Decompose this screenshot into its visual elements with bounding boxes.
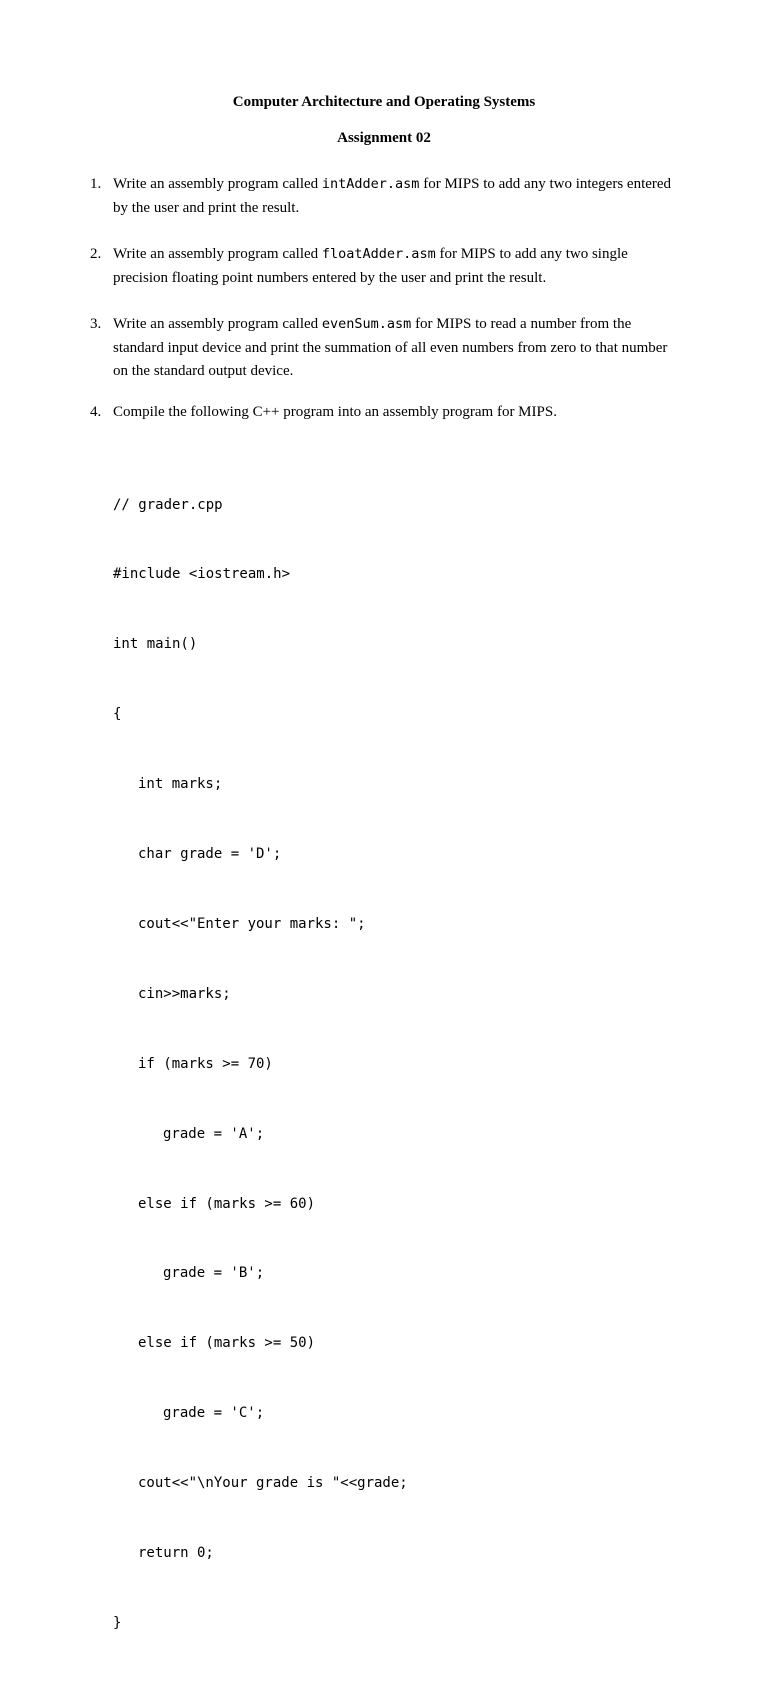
code-line: int main() [113,636,198,653]
assignment-title: Assignment 02 [337,130,431,146]
question-number: 4. [90,404,102,420]
code-line: grade = 'C'; [163,1405,265,1422]
question-text [113,243,690,290]
filename: evenSum.asm [321,316,412,332]
code-block [113,447,673,1682]
question-text [113,173,690,220]
code-line: return 0; [138,1544,214,1561]
question-text-prefix: Write an assembly program called [113,316,322,332]
code-line: int marks; [138,776,223,793]
code-line: grade = 'A'; [163,1125,265,1142]
question-text [113,313,690,384]
code-line: char grade = 'D'; [138,846,282,863]
code-line: else if (marks >= 50) [138,1335,316,1352]
question-text: Compile the following C++ program into an assembly program for MIPS. [113,404,557,420]
question-number: 2. [90,246,102,262]
question-2 [90,243,690,290]
question-text-suffix: for MIPS to add any two single [435,246,628,262]
code-line: if (marks >= 70) [138,1055,273,1072]
code-line: // grader.cpp [113,496,223,513]
question-number: 1. [90,176,102,192]
question-text-prefix: Write an assembly program called [113,246,322,262]
code-line: grade = 'B'; [163,1265,265,1282]
code-line: else if (marks >= 60) [138,1195,316,1212]
code-line: cin>>marks; [138,985,231,1002]
question-text-line: standard input device and print the summation of all even numbers from zero to that number [113,339,668,356]
code-line: { [113,706,122,723]
question-1 [90,173,690,220]
question-4 [90,401,690,425]
code-line: #include <iostream.h> [113,566,291,583]
filename: floatAdder.asm [321,246,436,262]
code-line: cout<<"Enter your marks: "; [138,915,366,932]
question-text-suffix: for MIPS to read a number from the [411,316,632,332]
code-line: cout<<"\nYour grade is "<<grade; [138,1475,408,1492]
question-text-suffix: for MIPS to add any two integers entered [419,176,672,192]
question-3 [90,313,690,384]
question-number: 3. [90,316,102,332]
question-text-line: by the user and print the result. [113,199,300,216]
question-text-line: precision floating point numbers entered by the user and print the result. [113,269,547,286]
filename: intAdder.asm [321,176,420,192]
code-line: } [113,1614,122,1631]
course-title: Computer Architecture and Operating Systems [232,94,536,110]
question-text-line: on the standard output device. [113,363,294,379]
question-text-prefix: Write an assembly program called [113,176,322,192]
